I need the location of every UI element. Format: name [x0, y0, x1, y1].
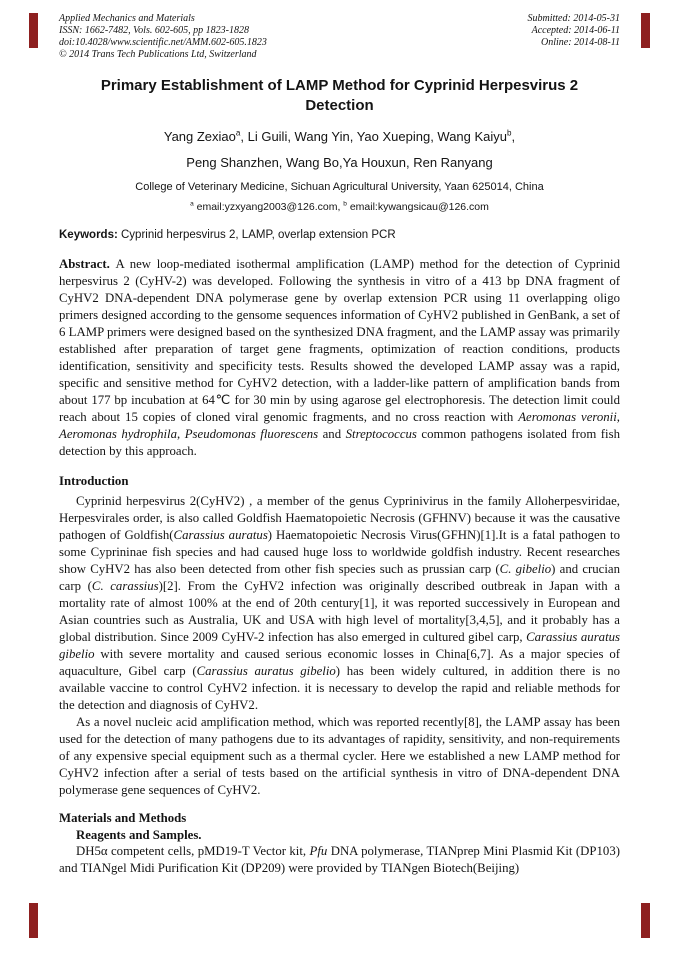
- crop-mark-bottom-left: [29, 903, 38, 938]
- article-dates: [528, 13, 621, 61]
- journal-copyright: © 2014 Trans Tech Publications Ltd, Switzerland: [59, 49, 257, 60]
- affiliation: College of Veterinary Medicine, Sichuan Agricultural University, Yaan 625014, China: [135, 181, 544, 193]
- materials-paragraph-1: DH5α competent cells, pMD19-T Vector kit, Pfu DNA polymerase, TIANprep Mini Plasmid Kit (DP103) and TIANgel Midi Purification Kit (DP209) were provided by TIANgen Biotech(Beijing): [59, 844, 620, 875]
- journal-doi: doi:10.4028/www.scientific.net/AMM.602-605.1823: [59, 37, 267, 48]
- section-heading-introduction: Introduction: [59, 474, 129, 488]
- page-header: [59, 13, 620, 61]
- crop-mark-bottom-right: [641, 903, 650, 938]
- crop-mark-top-right: [641, 13, 650, 48]
- introduction-paragraph-1: Cyprinid herpesvirus 2(CyHV2) , a member of the genus Cyprinivirus in the family Alloherpesviridae, Herpesvirales order, is also called Goldfish Haematopoietic Necrosis (GFHNV) because it was the causative pathogen of Goldfish(Carassius auratus) Haematopoietic Necrosis Virus(GFHN)[1].It is a fatal pathogen to some Cyprininae fish species and had caused huge loss to worldwide goldfish industry. Recent researches show CyHV2 has also been detected from other fish species such as prussian carp (C. gibelio) and crucian carp (C. carassius)[2]. From the CyHV2 infection was originally described outbreak in Japan with a mortality rate of almost 100% at the end of 20th century[1], it was reported successively in European and Asian countries such as Australia, UK and USA with high level of mortality[3,4,5], and it probably has a global distribution. Since 2009 CyHV-2 infection has also emerged in cultured gibel carp, Carassius auratus gibelio with severe mortality and caused serious economic losses in China[6,7]. As a major species of aquaculture, Gibel carp (Carassius auratus gibelio) has been widely cultured, in addition there is no available vaccine to control CyHV2 infection. it is necessary to develop the rapid and reliable methods for the detection and diagnosis of CyHV2.: [59, 494, 621, 712]
- journal-issn-volume: ISSN: 1662-7482, Vols. 602-605, pp 1823-1828: [59, 25, 249, 36]
- subsection-heading-reagents-samples: Reagents and Samples.: [76, 828, 202, 842]
- introduction-paragraph-2: As a novel nucleic acid amplification method, which was reported recently[8], the LAMP assay has been used for the detection of many pathogens due to its advantages of rapidity, sensitivity, and non-requirements of any expensive special equipment such as a thermal cycler. Here we established a new LAMP method for CyHV2 infection after a serial of tests based on the artificial synthesis in vitro of DNA-dependent DNA polymerase gene sequences of CyHV2.: [59, 715, 620, 797]
- paper-title-line-1: Primary Establishment of LAMP Method for Cyprinid Herpesvirus 2: [100, 77, 579, 94]
- keywords-line: Keywords: Cyprinid herpesvirus 2, LAMP, overlap extension PCR: [59, 229, 396, 241]
- author-emails: $^a$ email:yzxyang2003@126.com, $^b$ email:kywangsicau@126.com: [190, 200, 489, 213]
- journal-name: Applied Mechanics and Materials: [59, 13, 195, 24]
- abstract-paragraph: Abstract. A new loop-mediated isothermal amplification (LAMP) method for the detection of Cyprinid herpesvirus 2 (CyHV-2) was developed. Following the synthesis in vitro of a 413 bp DNA fragment of CyHV2 DNA-dependent DNA polymerase gene by overlap extension PCR using 11 overlapping oligo primers designed according to the gensome sequences information of CyHV2 published in GenBank, a set of 6 LAMP primers were designed based on the synthesized DNA fragment, and the LAMP assay was primarily established after preparation of target gene fragments, optimization of reaction conditions, products identification, sensitivity and specificity tests. Results showed the developed LAMP assay was a rapid, specific and sensitive method for CyHV2 detection, with a ladder-like pattern of amplification bands from about 177 bp incubation at 64℃ for 30 min by using agarose gel electrophoresis. The detection limit could reach about 15 copies of cloned viral genomic fragments, and no cross reaction with Aeromonas veronii, Aeromonas hydrophila, Pseudomonas fluorescens and Streptococcus common pathogens isolated from fish detection by this approach.: [59, 257, 620, 458]
- paper-title: [59, 76, 620, 116]
- paper-title-line-2: Detection: [305, 97, 374, 114]
- author-list-line-1: Yang Zexiao$^a$, Li Guili, Wang Yin, Yao Xueping, Wang Kaiyu$^b$,: [163, 128, 516, 144]
- section-heading-materials-methods: Materials and Methods: [59, 811, 187, 825]
- submitted-date: Submitted: 2014-05-31: [527, 13, 620, 24]
- author-list-line-2: Peng Shanzhen, Wang Bo,Ya Houxun, Ren Ranyang: [186, 155, 493, 170]
- crop-mark-top-left: [29, 13, 38, 48]
- accepted-date: Accepted: 2014-06-11: [531, 25, 620, 36]
- online-date: Online: 2014-08-11: [541, 37, 620, 48]
- journal-info: [59, 13, 267, 61]
